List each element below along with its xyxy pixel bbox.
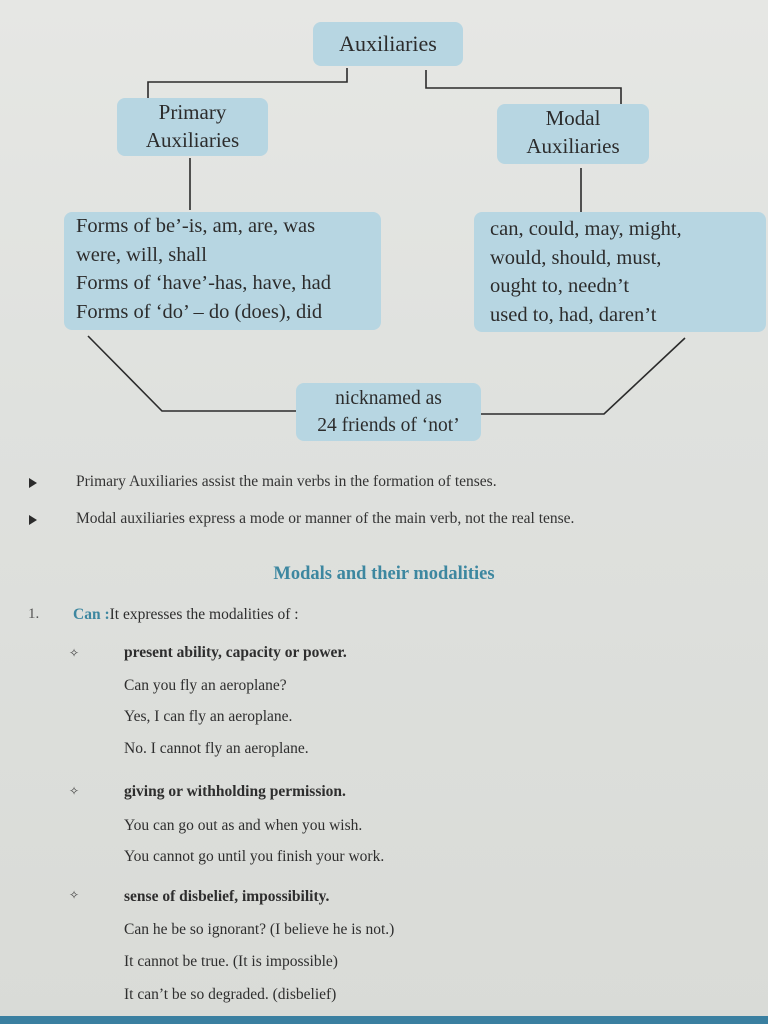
example-sentence: Can you fly an aeroplane? <box>124 677 287 694</box>
diamond-bullet-icon: ✧ <box>69 646 80 660</box>
item-intro-text: It expresses the modalities of : <box>109 606 299 623</box>
bullet-arrow-icon <box>29 515 37 525</box>
modality-title: giving or withholding permission. <box>124 783 346 800</box>
example-sentence: You can go out as and when you wish. <box>124 817 363 834</box>
primary-auxiliaries-box: Primary Auxiliaries <box>117 98 268 156</box>
bullet-text: Modal auxiliaries express a mode or manner of the main verb, not the real tense. <box>76 510 575 527</box>
nickname-box: nicknamed as 24 friends of ‘not’ <box>296 383 481 441</box>
modal-forms-box: can, could, may, might, would, should, must, ought to, needn’t used to, had, daren’t <box>474 212 766 332</box>
example-sentence: Yes, I can fly an aeroplane. <box>124 708 293 725</box>
auxiliaries-root-box <box>313 22 463 66</box>
bullet-text: Primary Auxiliaries assist the main verbs in the formation of tenses. <box>76 473 497 490</box>
example-sentence: No. I cannot fly an aeroplane. <box>124 740 309 757</box>
item-number: 1. <box>28 606 40 622</box>
example-sentence: It can’t be so degraded. (disbelief) <box>124 986 337 1003</box>
section-heading: Modals and their modalities <box>273 564 495 584</box>
item-intro <box>73 606 299 624</box>
example-sentence: Can he be so ignorant? (I believe he is not.) <box>124 921 395 938</box>
modal-auxiliaries-box: Modal Auxiliaries <box>497 104 649 164</box>
bullet-arrow-icon <box>29 478 37 488</box>
modal-name-can: Can : <box>73 606 110 623</box>
example-sentence: You cannot go until you finish your work. <box>124 848 385 865</box>
modality-title: present ability, capacity or power. <box>124 644 347 661</box>
page-edge-bar <box>0 1016 768 1024</box>
diamond-bullet-icon: ✧ <box>69 888 80 902</box>
example-sentence: It cannot be true. (It is impossible) <box>124 953 338 970</box>
modality-title: sense of disbelief, impossibility. <box>124 888 330 905</box>
primary-forms-box: Forms of be’-is, am, are, was were, will, shall Forms of ‘have’-has, have, had Forms of ‘do’ – do (does), did <box>64 212 381 330</box>
auxiliaries-root-label: Auxiliaries <box>339 31 437 56</box>
diamond-bullet-icon: ✧ <box>69 784 80 798</box>
